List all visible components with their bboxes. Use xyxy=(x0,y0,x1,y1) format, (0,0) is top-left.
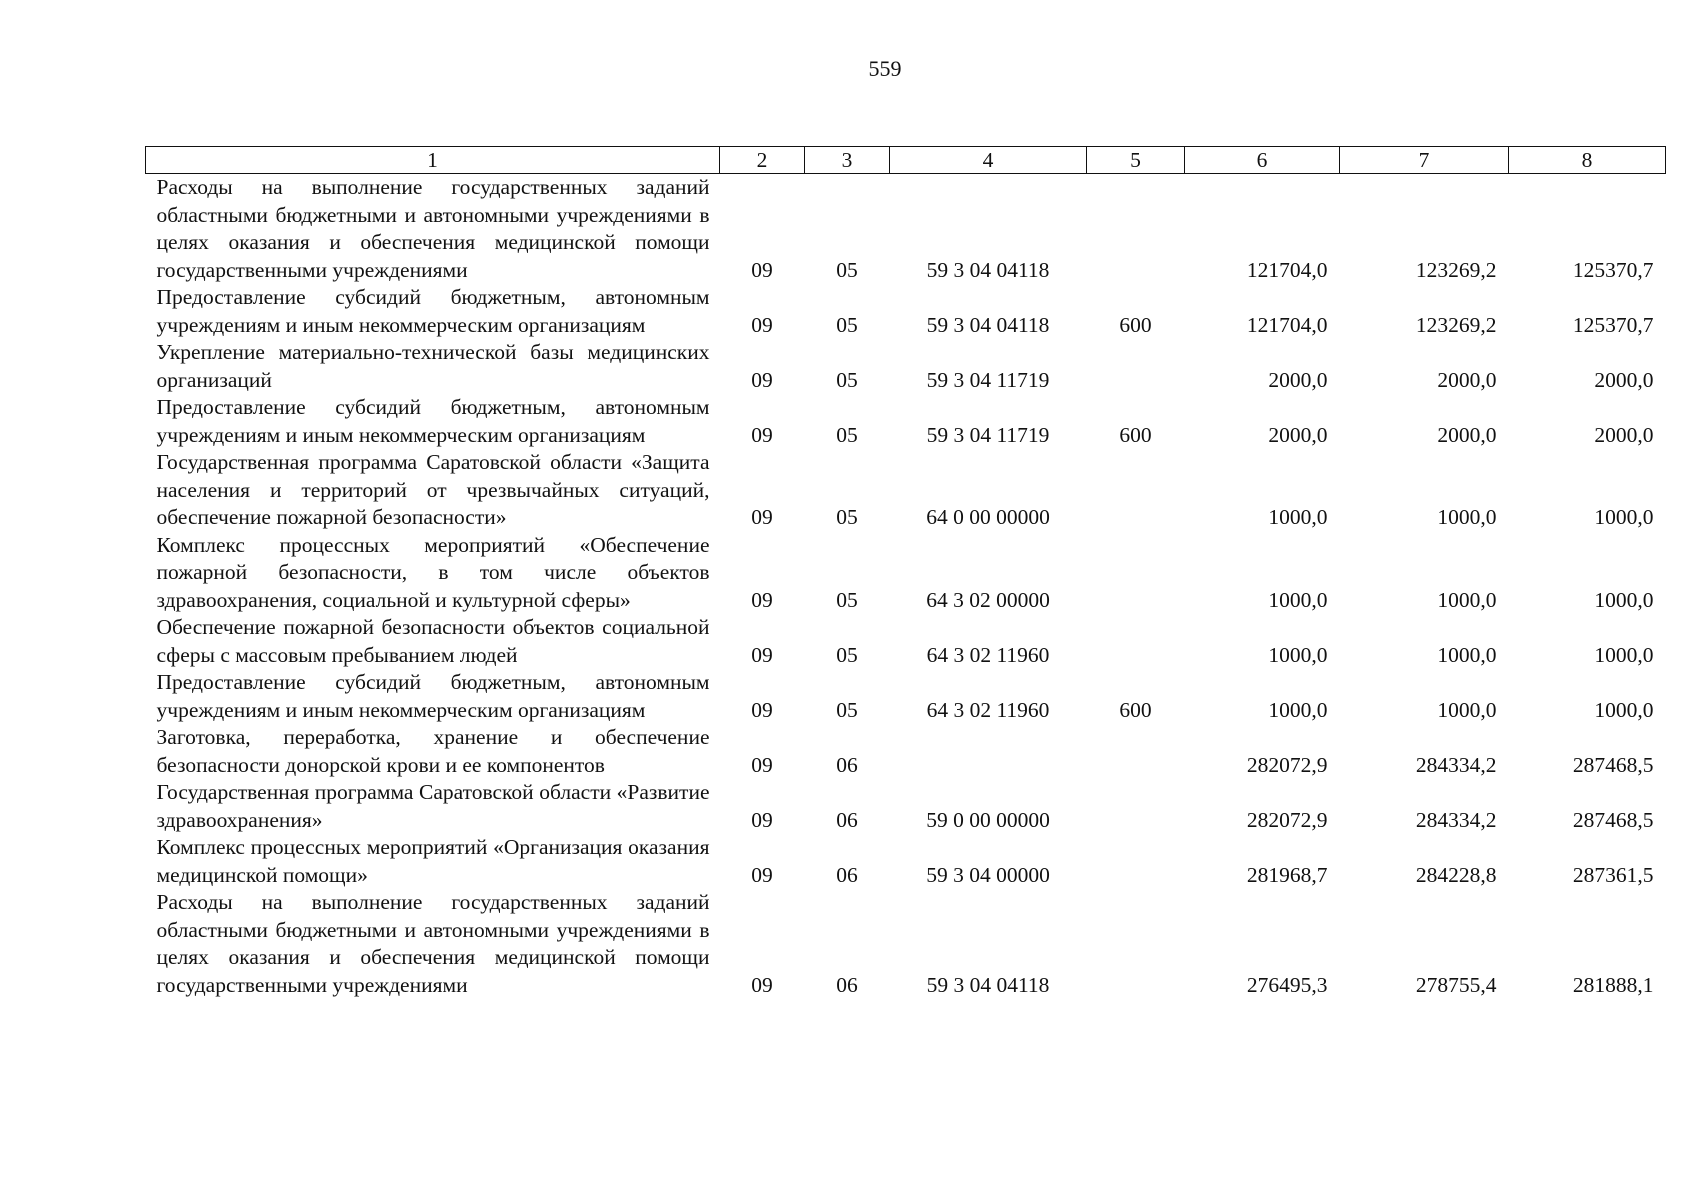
table-row xyxy=(146,339,1666,394)
amount-year-1: 282072,9 xyxy=(1246,807,1328,832)
expense-type-code xyxy=(1087,724,1185,779)
amount-year-2: 1000,0 xyxy=(1437,642,1497,667)
target-article-code: 59 3 04 00000 xyxy=(926,862,1050,887)
amount-year-1: 2000,0 xyxy=(1268,367,1328,392)
target-article-code: 59 3 04 04118 xyxy=(926,312,1050,337)
amount-year-1: 276495,3 xyxy=(1246,972,1328,997)
page-number: 559 xyxy=(868,56,902,81)
amount-year-1: 1000,0 xyxy=(1268,642,1328,667)
amount-year-1: 121704,0 xyxy=(1246,312,1328,337)
subsection-code: 06 xyxy=(836,972,858,997)
amount-year-3: 287468,5 xyxy=(1572,807,1654,832)
amount-year-2: 284334,2 xyxy=(1415,752,1497,777)
column-header-6: 6 xyxy=(1185,147,1340,174)
target-article-code: 59 0 00 00000 xyxy=(926,807,1050,832)
expense-type-code xyxy=(1087,532,1185,615)
amount-year-3: 1000,0 xyxy=(1594,697,1654,722)
amount-year-2: 1000,0 xyxy=(1437,587,1497,612)
table-row xyxy=(146,284,1666,339)
section-code: 09 xyxy=(751,807,773,832)
table-body xyxy=(146,174,1666,1000)
amount-year-2: 1000,0 xyxy=(1437,505,1497,529)
row-description: Заготовка, переработка, хранение и обеспечение безопасности донорской крови и ее компонентов xyxy=(156,725,710,777)
subsection-code: 06 xyxy=(836,752,858,777)
amount-year-3: 281888,1 xyxy=(1572,972,1654,997)
section-code: 09 xyxy=(751,505,773,529)
column-header-1: 1 xyxy=(146,147,720,174)
table-row xyxy=(146,779,1666,834)
section-code: 09 xyxy=(751,972,773,997)
target-article-code: 59 3 04 11719 xyxy=(926,422,1050,447)
column-header-3: 3 xyxy=(805,147,890,174)
table-row xyxy=(146,174,1666,285)
amount-year-3: 125370,7 xyxy=(1572,312,1654,337)
section-code: 09 xyxy=(751,642,773,667)
expense-type-code xyxy=(1087,614,1185,669)
amount-year-1: 1000,0 xyxy=(1268,587,1328,612)
row-description: Расходы на выполнение государственных заданий областными бюджетными и автономными учреждениями в целях оказания и обеспечения медицинской помощи государственными учреждениями xyxy=(156,890,710,997)
column-header-7: 7 xyxy=(1340,147,1509,174)
amount-year-2: 278755,4 xyxy=(1415,972,1497,997)
subsection-code: 05 xyxy=(836,697,858,722)
table-row xyxy=(146,394,1666,449)
amount-year-1: 121704,0 xyxy=(1246,257,1328,282)
section-code: 09 xyxy=(751,422,773,447)
subsection-code: 05 xyxy=(836,642,858,667)
section-code: 09 xyxy=(751,257,773,282)
table-row xyxy=(146,834,1666,889)
amount-year-2: 123269,2 xyxy=(1415,257,1497,282)
row-description: Государственная программа Саратовской области «Защита населения и территорий от чрезвычайных ситуаций, обеспечение пожарной безопасности» xyxy=(156,450,710,529)
amount-year-2: 123269,2 xyxy=(1415,312,1497,337)
subsection-code: 05 xyxy=(836,312,858,337)
row-description: Предоставление субсидий бюджетным, автономным учреждениям и иным некоммерческим организациям xyxy=(156,395,710,447)
subsection-code: 05 xyxy=(836,422,858,447)
amount-year-3: 1000,0 xyxy=(1594,587,1654,612)
section-code: 09 xyxy=(751,367,773,392)
target-article-code: 64 3 02 11960 xyxy=(926,697,1050,722)
section-code: 09 xyxy=(751,862,773,887)
expense-type-code xyxy=(1087,339,1185,394)
subsection-code: 05 xyxy=(836,367,858,392)
expense-type-code xyxy=(1087,449,1185,532)
amount-year-2: 1000,0 xyxy=(1437,697,1497,722)
section-code: 09 xyxy=(751,312,773,337)
row-description: Комплекс процессных мероприятий «Организация оказания медицинской помощи» xyxy=(156,835,710,887)
row-description: Предоставление субсидий бюджетным, автономным учреждениям и иным некоммерческим организациям xyxy=(156,670,710,722)
expense-type-code xyxy=(1087,174,1185,285)
amount-year-1: 282072,9 xyxy=(1246,752,1328,777)
target-article-code: 59 3 04 11719 xyxy=(926,367,1050,392)
amount-year-3: 287468,5 xyxy=(1572,752,1654,777)
column-header-4: 4 xyxy=(890,147,1087,174)
target-article-code: 64 3 02 11960 xyxy=(926,642,1050,667)
column-header-2: 2 xyxy=(720,147,805,174)
table-row xyxy=(146,669,1666,724)
amount-year-2: 284228,8 xyxy=(1415,862,1497,887)
target-article-code: 59 3 04 04118 xyxy=(926,972,1050,997)
table-row xyxy=(146,614,1666,669)
subsection-code: 06 xyxy=(836,807,858,832)
row-description: Комплекс процессных мероприятий «Обеспечение пожарной безопасности, в том числе объектов здравоохранения, социальной и культурной сферы» xyxy=(156,532,710,612)
subsection-code: 06 xyxy=(836,862,858,887)
row-description: Обеспечение пожарной безопасности объектов социальной сферы с массовым пребыванием людей xyxy=(156,615,710,667)
amount-year-1: 281968,7 xyxy=(1246,862,1328,887)
target-article-code xyxy=(890,724,1087,779)
amount-year-1: 1000,0 xyxy=(1268,697,1328,722)
amount-year-1: 1000,0 xyxy=(1268,505,1328,529)
row-description: Государственная программа Саратовской области «Развитие здравоохранения» xyxy=(156,780,710,832)
column-header-5: 5 xyxy=(1087,147,1185,174)
expense-type-code: 600 xyxy=(1119,312,1152,337)
amount-year-1: 2000,0 xyxy=(1268,422,1328,447)
table-row xyxy=(146,532,1666,615)
amount-year-2: 2000,0 xyxy=(1437,367,1497,392)
target-article-code: 64 3 02 00000 xyxy=(926,587,1050,612)
expense-type-code xyxy=(1087,889,1185,999)
amount-year-3: 2000,0 xyxy=(1594,367,1654,392)
target-article-code: 59 3 04 04118 xyxy=(926,257,1050,282)
subsection-code: 05 xyxy=(836,587,858,612)
column-header-8: 8 xyxy=(1509,147,1666,174)
section-code: 09 xyxy=(751,697,773,722)
amount-year-3: 1000,0 xyxy=(1594,642,1654,667)
table-row xyxy=(146,724,1666,779)
amount-year-2: 284334,2 xyxy=(1415,807,1497,832)
amount-year-2: 2000,0 xyxy=(1437,422,1497,447)
expense-type-code: 600 xyxy=(1119,422,1152,447)
row-description: Расходы на выполнение государственных заданий областными бюджетными и автономными учреждениями в целях оказания и обеспечения медицинской помощи государственными учреждениями xyxy=(156,175,710,282)
expense-type-code xyxy=(1087,779,1185,834)
section-code: 09 xyxy=(751,752,773,777)
target-article-code: 64 0 00 00000 xyxy=(926,505,1050,529)
table-row xyxy=(146,449,1666,532)
table-header xyxy=(146,147,1666,174)
budget-table xyxy=(145,146,1666,999)
amount-year-3: 125370,7 xyxy=(1572,257,1654,282)
amount-year-3: 287361,5 xyxy=(1572,862,1654,887)
row-description: Предоставление субсидий бюджетным, автономным учреждениям и иным некоммерческим организациям xyxy=(156,285,710,337)
subsection-code: 05 xyxy=(836,505,858,529)
table-row xyxy=(146,889,1666,999)
subsection-code: 05 xyxy=(836,257,858,282)
expense-type-code xyxy=(1087,834,1185,889)
amount-year-3: 1000,0 xyxy=(1594,505,1654,529)
section-code: 09 xyxy=(751,587,773,612)
row-description: Укрепление материально-технической базы медицинских организаций xyxy=(156,340,710,392)
expense-type-code: 600 xyxy=(1119,697,1152,722)
amount-year-3: 2000,0 xyxy=(1594,422,1654,447)
